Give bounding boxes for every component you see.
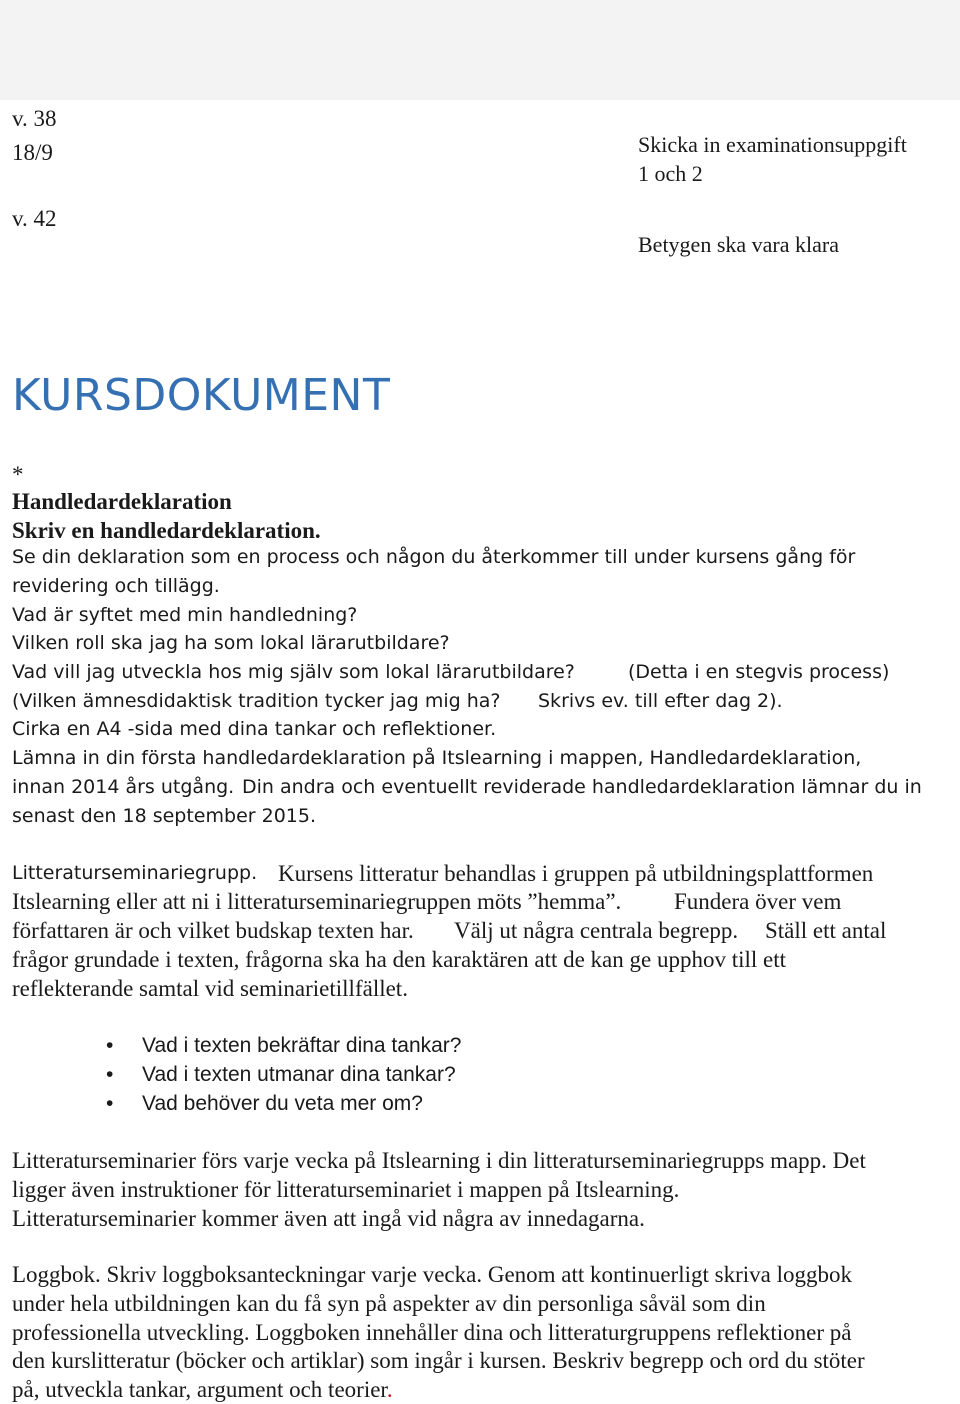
schedule-task-1-line-2: 1 och 2 (638, 161, 703, 186)
literature-line-3b: Välj ut några centrala begrepp. (454, 918, 739, 943)
declaration-line-10: senast den 18 september 2015. (12, 805, 316, 827)
bullet-icon: • (106, 1063, 114, 1086)
literature-line-4: frågor grundade i texten, frågorna ska ha den karaktären att de kan ge upphov till ett (12, 947, 787, 972)
schedule-week-38: v. 38 (12, 106, 57, 131)
list-item: • Vad behöver du veta mer om? (142, 1089, 461, 1118)
logbook-line-3: professionella utveckling. Loggboken innehåller dina och litteraturgruppens reflektioner på (12, 1320, 852, 1345)
logbook-line-5-text: på, utveckla tankar, argument och teorier (12, 1377, 387, 1402)
seminar-line-1: Litteraturseminarier förs varje vecka på Itslearning i din litteraturseminariegrupps mapp. Det (12, 1148, 866, 1173)
logbook-line-5 (12, 1375, 393, 1404)
logbook-line-4: den kurslitteratur (böcker och artiklar) som ingår i kursen. Beskriv begrepp och ord du stöter (12, 1348, 865, 1373)
list-item: • Vad i texten utmanar dina tankar? (142, 1060, 461, 1089)
declaration-line-3: Vad är syftet med min handledning? (12, 604, 358, 626)
bullet-icon: • (106, 1034, 114, 1057)
declaration-subtitle: Skriv en handledardeklaration. (12, 518, 321, 543)
logbook-line-1: Loggbok. Skriv loggboksanteckningar varje vecka. Genom att kontinuerligt skriva loggbok (12, 1262, 852, 1287)
declaration-line-2: revidering och tillägg. (12, 575, 220, 597)
red-period: . (386, 1377, 393, 1402)
declaration-line-9b: Din andra och eventuellt reviderade handledardeklaration lämnar du in (242, 776, 922, 798)
declaration-line-5b: (Detta i en stegvis process) (628, 661, 890, 683)
seminar-line-2: ligger även instruktioner för litteraturseminariet i mappen på Itslearning. (12, 1177, 680, 1202)
schedule-task-2: Betygen ska vara klara (638, 232, 839, 257)
declaration-line-9a: innan 2014 års utgång. (12, 776, 235, 798)
bullet-icon: • (106, 1092, 114, 1115)
literature-line-3a: författaren är och vilket budskap texten har. (12, 918, 414, 943)
schedule-task-1-line-1: Skicka in examinationsuppgift (638, 132, 907, 157)
top-margin-band (0, 0, 960, 100)
declaration-line-8: Lämna in din första handledardeklaration på Itslearning i mappen, Handledardeklaration, (12, 747, 862, 769)
literature-group-label: Litteraturseminariegrupp. (12, 862, 258, 884)
declaration-line-4: Vilken roll ska jag ha som lokal lärarutbildare? (12, 632, 450, 654)
declaration-title: Handledardeklaration (12, 489, 232, 514)
declaration-line-1: Se din deklaration som en process och någon du återkommer till under kursens gång för (12, 546, 856, 568)
logbook-line-2: under hela utbildningen kan du få syn på aspekter av din personliga såväl som din (12, 1291, 766, 1316)
question-list (106, 1031, 462, 1118)
seminar-line-3: Litteraturseminarier kommer även att ingå vid några av innedagarna. (12, 1206, 645, 1231)
literature-line-2a: Itslearning eller att ni i litteraturseminariegruppen möts ”hemma”. (12, 889, 622, 914)
declaration-line-5a: Vad vill jag utveckla hos mig själv som lokal lärarutbildare? (12, 661, 575, 683)
list-item: • Vad i texten bekräftar dina tankar? (142, 1031, 461, 1060)
page-title: KURSDOKUMENT (12, 370, 391, 421)
literature-line-3c: Ställ ett antal (765, 918, 887, 943)
literature-line-1: Kursens litteratur behandlas i gruppen på utbildningsplattformen (278, 861, 874, 886)
literature-line-5: reflekterande samtal vid seminarietillfället. (12, 976, 408, 1001)
declaration-line-6b: Skrivs ev. till efter dag 2). (538, 690, 783, 712)
asterisk: * (12, 462, 24, 487)
declaration-line-6a: (Vilken ämnesdidaktisk tradition tycker jag mig ha? (12, 690, 501, 712)
schedule-date: 18/9 (12, 140, 53, 165)
declaration-line-7: Cirka en A4 -sida med dina tankar och reflektioner. (12, 718, 497, 740)
schedule-week-42: v. 42 (12, 206, 57, 231)
literature-line-2b: Fundera över vem (674, 889, 842, 914)
